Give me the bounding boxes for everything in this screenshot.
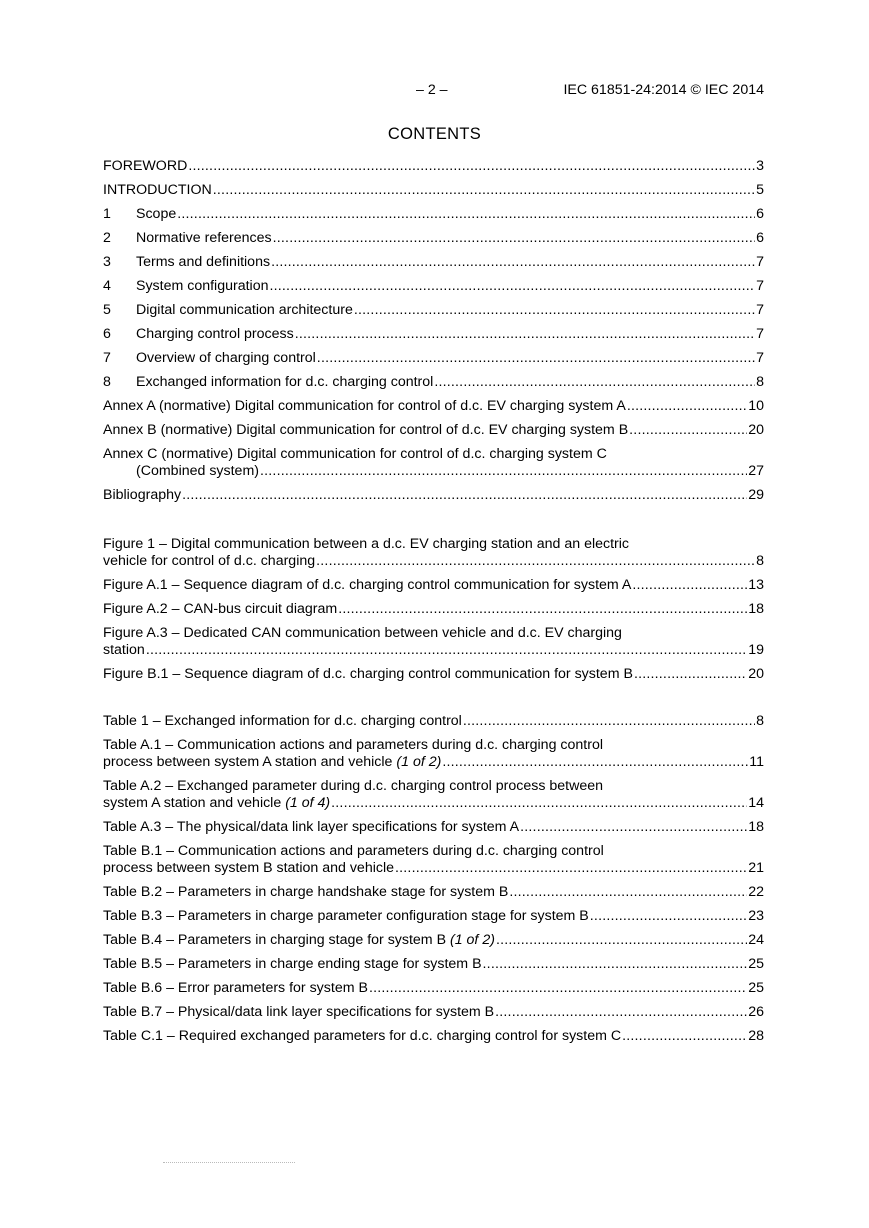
leader-dots xyxy=(188,158,755,175)
toc-entry-title: Table B.7 – Physical/data link layer specifications for system B xyxy=(103,1004,495,1020)
toc-page-number: 7 xyxy=(756,350,764,366)
toc-entry-title-line1: Figure 1 – Digital communication between a d.c. EV charging station and an electric xyxy=(103,536,630,552)
toc-entry-title-line1: Table A.1 – Communication actions and parameters during d.c. charging control xyxy=(103,737,603,753)
toc-entry-title-line1: Figure A.3 – Dedicated CAN communication between vehicle and d.c. EV charging xyxy=(103,625,622,641)
leader-dots xyxy=(271,254,755,271)
toc-page-number: 19 xyxy=(748,642,764,658)
part-note: (1 of 2) xyxy=(449,932,495,948)
toc-entry[interactable] xyxy=(103,446,764,480)
leader-dots xyxy=(520,819,747,836)
toc-entry[interactable] xyxy=(103,278,764,295)
toc-entry[interactable] xyxy=(103,908,764,925)
page-title: CONTENTS xyxy=(387,125,482,143)
toc-entry-title: Scope xyxy=(136,206,177,222)
toc-page-number: 8 xyxy=(756,374,764,390)
clause-number: 6 xyxy=(103,326,111,342)
toc-entry-title: Annex A (normative) Digital communication for control of d.c. EV charging system A xyxy=(103,398,626,414)
toc-entry[interactable] xyxy=(103,737,764,771)
toc-page-number: 18 xyxy=(748,819,764,835)
toc-page-number: 20 xyxy=(748,422,764,438)
clause-number: 1 xyxy=(103,206,111,222)
toc-entry-title: INTRODUCTION xyxy=(103,182,212,198)
toc-page-number: 6 xyxy=(756,206,764,222)
toc-page-number: 7 xyxy=(756,278,764,294)
leader-dots xyxy=(463,713,755,730)
toc-entry-title: Table A.3 – The physical/data link layer specifications for system A xyxy=(103,819,520,835)
toc-entry[interactable] xyxy=(103,666,764,683)
toc-entry-title: FOREWORD xyxy=(103,158,188,174)
toc-page-number: 13 xyxy=(748,577,764,593)
toc-entry[interactable] xyxy=(103,625,764,659)
leader-dots xyxy=(634,666,747,683)
clause-number: 8 xyxy=(103,374,111,390)
toc-entry[interactable] xyxy=(103,182,764,199)
toc-page-number: 28 xyxy=(748,1028,764,1044)
toc-entry[interactable] xyxy=(103,577,764,594)
toc-entry[interactable] xyxy=(103,398,764,415)
toc-entry-title: Terms and definitions xyxy=(136,254,271,270)
toc-entry-title: Table B.5 – Parameters in charge ending stage for system B xyxy=(103,956,482,972)
toc-entry[interactable] xyxy=(103,713,764,730)
toc-entry-title-line2: process between system A station and vehicle xyxy=(103,754,393,770)
toc-entry[interactable] xyxy=(103,932,764,949)
clause-number: 7 xyxy=(103,350,111,366)
leader-dots xyxy=(622,1028,747,1045)
toc-entry-title: Table C.1 – Required exchanged parameters for d.c. charging control for system C xyxy=(103,1028,622,1044)
toc-page-number: 22 xyxy=(748,884,764,900)
toc-entry-title: Digital communication architecture xyxy=(136,302,353,318)
toc-entry[interactable] xyxy=(103,374,764,391)
clause-number: 3 xyxy=(103,254,111,270)
toc-entry[interactable] xyxy=(103,980,764,997)
toc-entry[interactable] xyxy=(103,254,764,271)
toc-entry[interactable] xyxy=(103,1028,764,1045)
toc-entry[interactable] xyxy=(103,487,764,504)
toc-page-number: 5 xyxy=(756,182,764,198)
leader-dots xyxy=(369,980,747,997)
clause-number: 2 xyxy=(103,230,111,246)
toc-entry-title: System configuration xyxy=(136,278,269,294)
leader-dots xyxy=(442,754,748,771)
standard-reference: IEC 61851-24:2014 © IEC 2014 xyxy=(563,82,764,98)
toc-page-number: 7 xyxy=(756,254,764,270)
toc-entry-title: Figure A.1 – Sequence diagram of d.c. charging control communication for system A xyxy=(103,577,632,593)
toc-entry-title: Charging control process xyxy=(136,326,294,342)
toc-page-number: 3 xyxy=(756,158,764,174)
toc-page-number: 27 xyxy=(748,463,764,479)
leader-dots xyxy=(316,553,755,570)
leader-dots xyxy=(260,463,747,480)
toc-entry[interactable] xyxy=(103,302,764,319)
leader-dots xyxy=(331,795,747,812)
toc-entry-title-line2: process between system B station and vehicle xyxy=(103,860,394,876)
leader-dots xyxy=(627,398,747,415)
leader-dots xyxy=(632,577,747,594)
toc-entry-title: Figure A.2 – CAN-bus circuit diagram xyxy=(103,601,338,617)
toc-page-number: 6 xyxy=(756,230,764,246)
toc-entry[interactable] xyxy=(103,778,764,812)
toc-entry[interactable] xyxy=(103,422,764,439)
leader-dots xyxy=(395,860,747,877)
leader-dots xyxy=(495,1004,747,1021)
leader-dots xyxy=(509,884,747,901)
toc-page-number: 25 xyxy=(748,980,764,996)
toc-entry-title: Table B.6 – Error parameters for system B xyxy=(103,980,368,996)
toc-entry-title-line2: vehicle for control of d.c. charging xyxy=(103,553,316,569)
toc-entry-title: Table 1 – Exchanged information for d.c. charging control xyxy=(103,713,462,729)
toc-entry[interactable] xyxy=(103,956,764,973)
leader-dots xyxy=(354,302,755,319)
toc-page-number: 8 xyxy=(756,553,764,569)
toc-entry[interactable] xyxy=(103,536,764,570)
toc-page-number: 7 xyxy=(756,326,764,342)
toc-entry[interactable] xyxy=(103,326,764,343)
toc-entry-title: Bibliography xyxy=(103,487,182,503)
part-note: (1 of 4) xyxy=(285,795,331,811)
toc-page-number: 25 xyxy=(748,956,764,972)
toc-page-number: 11 xyxy=(749,754,764,770)
leader-dots xyxy=(177,206,755,223)
toc-page-number: 26 xyxy=(748,1004,764,1020)
faint-footer-mark xyxy=(163,1162,295,1167)
toc-entry[interactable] xyxy=(103,601,764,618)
leader-dots xyxy=(213,182,755,199)
toc-entry[interactable] xyxy=(103,819,764,836)
toc-entry-title: Table B.2 – Parameters in charge handshake stage for system B xyxy=(103,884,509,900)
leader-dots xyxy=(182,487,747,504)
toc-entry[interactable] xyxy=(103,350,764,367)
leader-dots xyxy=(269,278,755,295)
toc-entry-title: Normative references xyxy=(136,230,272,246)
page-number: – 2 – xyxy=(416,82,448,98)
toc-entry[interactable] xyxy=(103,230,764,247)
toc-entry-title-line1: Annex C (normative) Digital communication for control of d.c. charging system C xyxy=(103,446,607,462)
toc-page-number: 10 xyxy=(748,398,764,414)
toc-page-number: 14 xyxy=(748,795,764,811)
toc-entry[interactable] xyxy=(103,884,764,901)
leader-dots xyxy=(295,326,755,343)
leader-dots xyxy=(434,374,755,391)
clause-number: 5 xyxy=(103,302,111,318)
toc-entry-title: Annex B (normative) Digital communication for control of d.c. EV charging system B xyxy=(103,422,629,438)
toc-entry-title: Table B.3 – Parameters in charge parameter configuration stage for system B xyxy=(103,908,589,924)
toc-page-number: 20 xyxy=(748,666,764,682)
toc-page-number: 24 xyxy=(748,932,764,948)
toc-entry[interactable] xyxy=(103,158,764,175)
toc-entry-title-line2: (Combined system) xyxy=(136,463,259,479)
toc-page-number: 23 xyxy=(748,908,764,924)
toc-page-number: 21 xyxy=(748,860,764,876)
leader-dots xyxy=(496,932,747,949)
toc-entry-title: Table B.4 – Parameters in charging stage for system B xyxy=(103,932,447,948)
toc-entry-title-line1: Table B.1 – Communication actions and parameters during d.c. charging control xyxy=(103,843,604,859)
leader-dots xyxy=(146,642,747,659)
leader-dots xyxy=(273,230,755,247)
toc-page-number: 8 xyxy=(756,713,764,729)
toc-entry-title-line1: Table A.2 – Exchanged parameter during d.c. charging control process between xyxy=(103,778,604,794)
toc-entry[interactable] xyxy=(103,206,764,223)
leader-dots xyxy=(590,908,747,925)
leader-dots xyxy=(483,956,748,973)
toc-entry-title-line2: system A station and vehicle xyxy=(103,795,282,811)
toc-page-number: 7 xyxy=(756,302,764,318)
toc-entry[interactable] xyxy=(103,843,764,877)
toc-page-number: 29 xyxy=(748,487,764,503)
toc-entry-title: Exchanged information for d.c. charging control xyxy=(136,374,434,390)
clause-number: 4 xyxy=(103,278,111,294)
toc-page-number: 18 xyxy=(748,601,764,617)
toc-entry[interactable] xyxy=(103,1004,764,1021)
toc-entry-title: Overview of charging control xyxy=(136,350,316,366)
toc-entry-title: Figure B.1 – Sequence diagram of d.c. charging control communication for system B xyxy=(103,666,633,682)
leader-dots xyxy=(629,422,747,439)
part-note: (1 of 2) xyxy=(396,754,442,770)
page-header xyxy=(0,82,869,100)
toc-entry-title-line2: station xyxy=(103,642,145,658)
leader-dots xyxy=(317,350,755,367)
leader-dots xyxy=(338,601,747,618)
